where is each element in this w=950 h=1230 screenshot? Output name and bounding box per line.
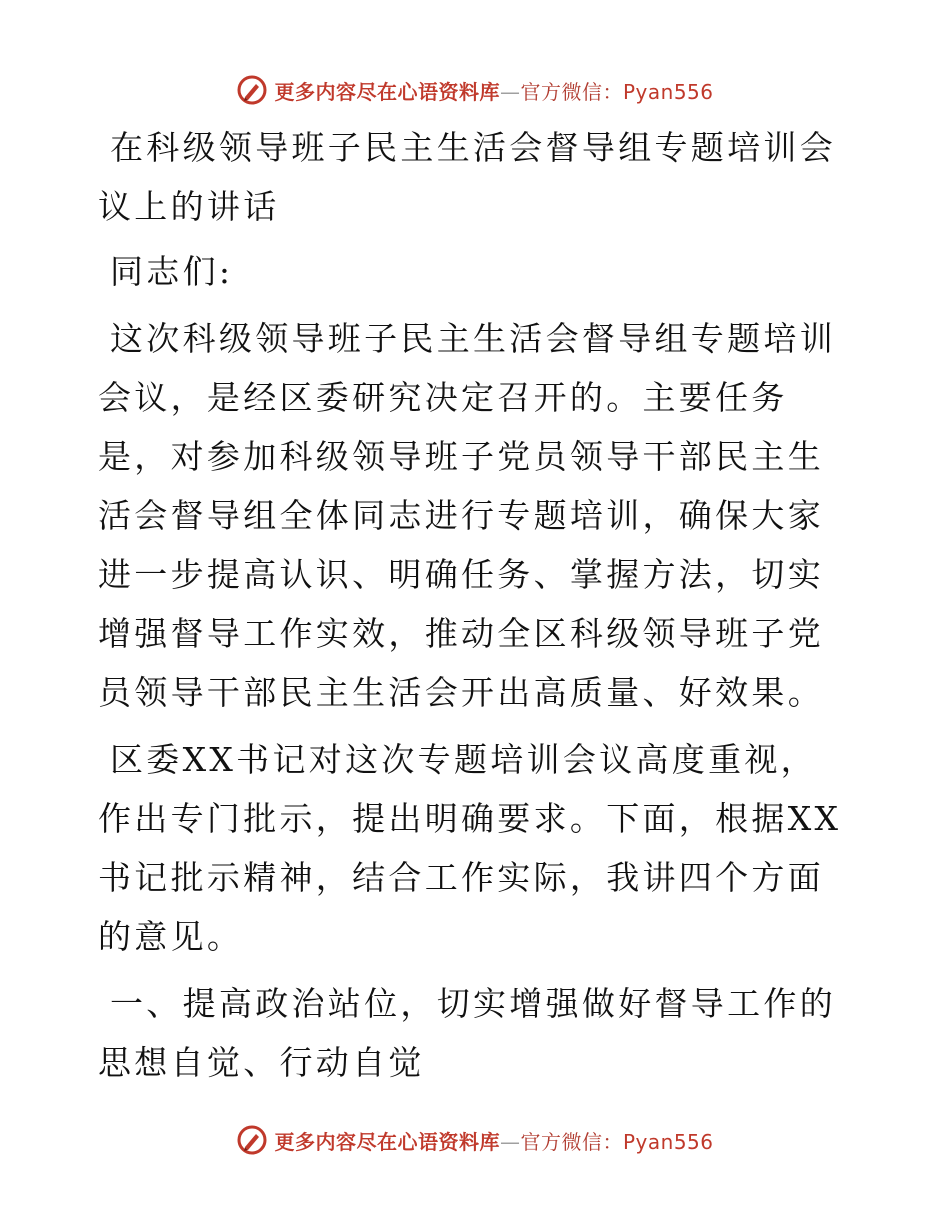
- pen-logo-icon: [236, 1124, 268, 1156]
- watermark-text: 更多内容尽在心语资料库—官方微信：Pyan556: [274, 1129, 714, 1154]
- salutation: 同志们:: [110, 252, 234, 291]
- document-body: [98, 118, 850, 1100]
- header-watermark: [0, 70, 950, 110]
- document-title: 在科级领导班子民主生活会督导组专题培训会议上的讲话: [98, 128, 836, 226]
- section-heading: 一、提高政治站位，切实增强做好督导工作的思想自觉、行动自觉: [98, 984, 836, 1082]
- paragraph: 区委XX书记对这次专题培训会议高度重视，作出专门批示，提出明确要求。下面，根据XX书记批示精神，结合工作实际，我讲四个方面的意见。: [98, 740, 842, 956]
- pen-logo-icon: [236, 74, 268, 106]
- paragraph: 这次科级领导班子民主生活会督导组专题培训会议，是经区委研究决定召开的。主要任务是，对参加科级领导班子党员领导干部民主生活会督导组全体同志进行专题培训，确保大家进一步提高认识、明确任务、掌握方法，切实增强督导工作实效，推动全区科级领导班子党员领导干部民主生活会开出高质量、好效果。: [98, 319, 836, 712]
- watermark-text: 更多内容尽在心语资料库—官方微信：Pyan556: [274, 79, 714, 104]
- footer-watermark: [0, 1120, 950, 1160]
